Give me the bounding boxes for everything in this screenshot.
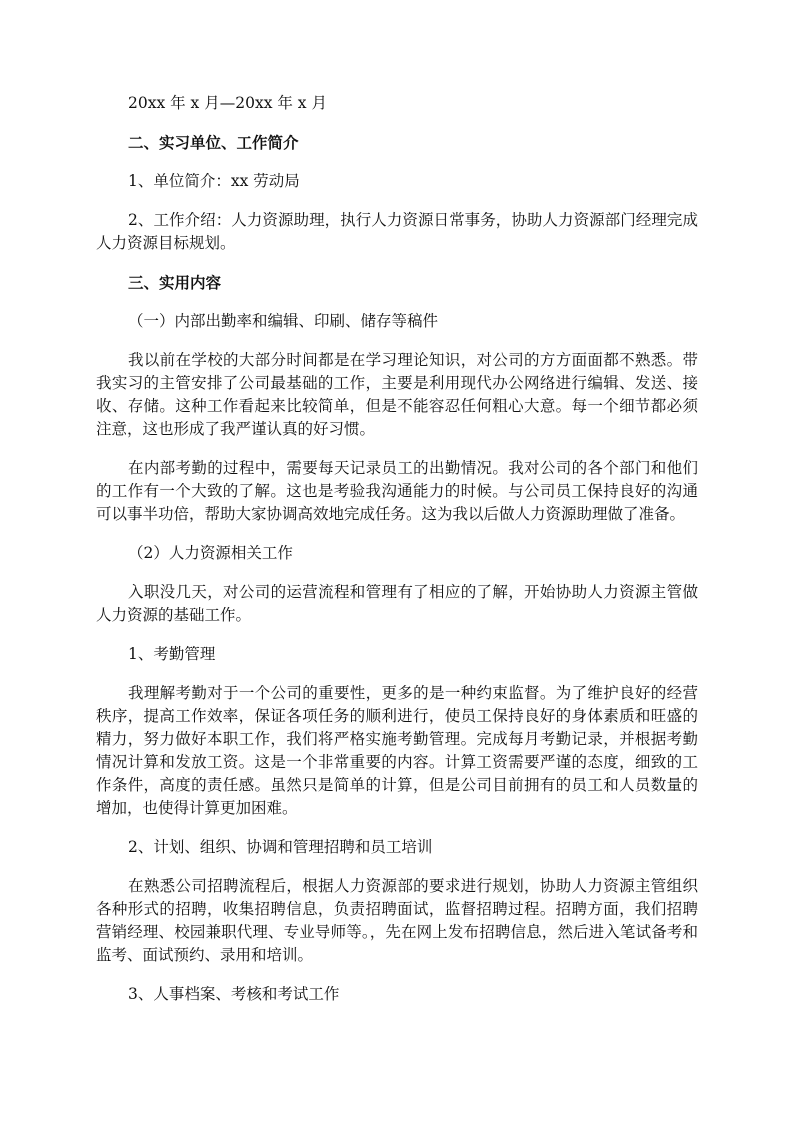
section-heading-practical-content: 三、实用内容 [128,273,222,292]
paragraph-attendance-management: 我理解考勤对于一个公司的重要性，更多的是一种约束监督。为了维护良好的经营秩序，提高工作效率，保证各项任务的顺利进行，使员工保持良好的身体素质和旺盛的精力，努力做好本职工作，我们将严格实施考勤管理。完成每月考勤记录，并根据考勤情况计算和发放工资。这是一个非常重要的内容。计算工资需要严谨的态度，细致的工作条件，高度的责任感。虽然只是简单的计算，但是公司目前拥有的员工和人员数量的增加，也使得计算更加困难。 [96,684,698,817]
section-heading-internship-unit: 二、实习单位、工作简介 [128,133,299,152]
item-heading-personnel-files: 3、人事档案、考核和考试工作 [128,985,340,1003]
document-page [96,92,698,1006]
unit-intro: 1、单位简介：xx 劳动局 [128,172,300,190]
paragraph-attendance-process: 在内部考勤的过程中，需要每天记录员工的出勤情况。我对公司的各个部门和他们的工作有一个大致的了解。这也是考验我沟通能力的时候。与公司员工保持良好的沟通可以事半功倍，帮助大家协调高效地完成任务。这为我以后做人力资源助理做了准备。 [96,459,698,523]
item-heading-attendance-management: 1、考勤管理 [128,645,216,663]
paragraph-school-background: 我以前在学校的大部分时间都是在学习理论知识，对公司的方方面面都不熟悉。带我实习的主管安排了公司最基础的工作，主要是利用现代办公网络进行编辑、发送、接收、存储。这种工作看起来比较简单，但是不能容忍任何粗心大意。每一个细节都必须注意，这也形成了我严谨认真的好习惯。 [96,351,698,438]
paragraph-recruitment-training: 在熟悉公司招聘流程后，根据人力资源部的要求进行规划，协助人力资源主管组织各种形式的招聘，收集招聘信息，负责招聘面试，监督招聘过程。招聘方面，我们招聘营销经理、校园兼职代理、专业导师等。，先在网上发布招聘信息，然后进入笔试备考和监考、面试预约、录用和培训。 [96,877,698,964]
subheading-internal-attendance: （一）内部出勤率和编辑、印刷、储存等稿件 [128,312,439,330]
item-heading-recruitment-training: 2、计划、组织、协调和管理招聘和员工培训 [128,838,433,856]
subheading-hr-work: （2）人力资源相关工作 [128,544,293,562]
work-intro: 2、工作介绍：人力资源助理，执行人力资源日常事务，协助人力资源部门经理完成人力资源目标规划。 [96,211,698,252]
paragraph-onboarding: 入职没几天，对公司的运营流程和管理有了相应的了解，开始协助人力资源主管做人力资源的基础工作。 [96,583,698,624]
date-range: 20xx 年 x 月—20xx 年 x 月 [128,94,327,112]
